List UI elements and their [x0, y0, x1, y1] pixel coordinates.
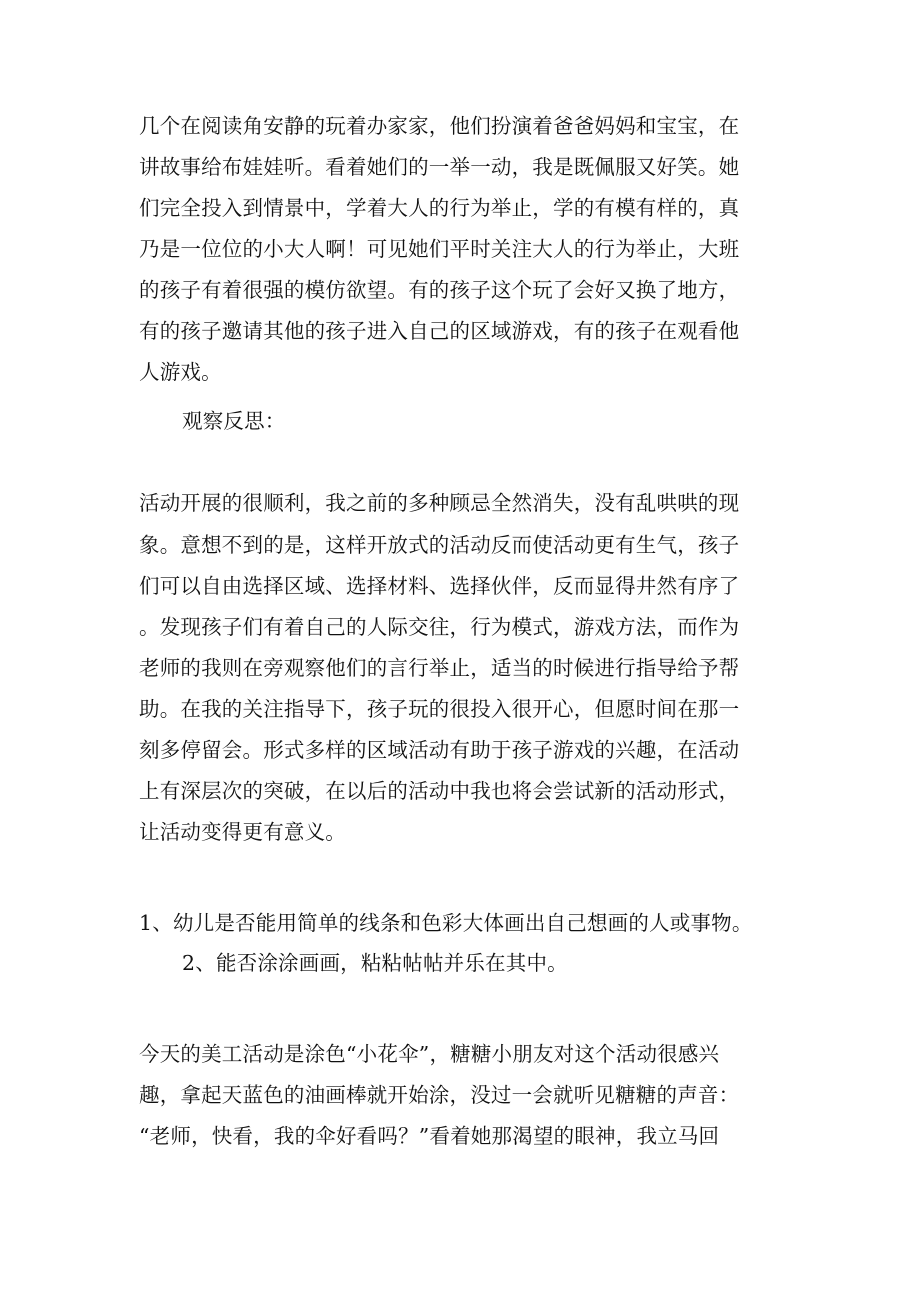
- text-line: 们可以自由选择区域、选择材料、选择伙伴，反而显得井然有序了: [139, 574, 740, 598]
- text-line: 活动开展的很顺利，我之前的多种顾忌全然消失，没有乱哄哄的现: [139, 491, 740, 515]
- text-line: “老师，快看，我的伞好看吗？”看着她那渴望的眼神，我立马回: [139, 1124, 720, 1148]
- text-line: 今天的美工活动是涂色“小花伞”，糖糖小朋友对这个活动很感兴: [139, 1042, 720, 1066]
- goal-item-1: 1、幼儿是否能用简单的线条和色彩大体画出自己想画的人或事物。: [139, 911, 753, 935]
- text-line: 人游戏。: [139, 360, 222, 384]
- section-heading-reflection: 观察反思：: [182, 409, 286, 433]
- text-line: 上有深层次的突破，在以后的活动中我也将会尝试新的活动形式，: [139, 779, 740, 803]
- text-line: 刻多停留会。形式多样的区域活动有助于孩子游戏的兴趣，在活动: [139, 738, 740, 762]
- text-line: 讲故事给布娃娃听。看着她们的一举一动，我是既佩服又好笑。她: [139, 155, 740, 179]
- text-line: 有的孩子邀请其他的孩子进入自己的区域游戏，有的孩子在观看他: [139, 319, 740, 343]
- text-line: 助。在我的关注指导下，孩子玩的很投入很开心，但愿时间在那一: [139, 697, 740, 721]
- text-line: 们完全投入到情景中，学着大人的行为举止，学的有模有样的，真: [139, 196, 740, 220]
- text-line: 。发现孩子们有着自己的人际交往，行为模式，游戏方法，而作为: [139, 615, 740, 639]
- text-line: 象。意想不到的是，这样开放式的活动反而使活动更有生气，孩子: [139, 533, 740, 557]
- text-line: 几个在阅读角安静的玩着办家家，他们扮演着爸爸妈妈和宝宝，在: [139, 114, 740, 138]
- text-line: 趣，拿起天蓝色的油画棒就开始涂，没过一会就听见糖糖的声音：: [139, 1083, 740, 1107]
- text-line: 让活动变得更有意义。: [139, 820, 346, 844]
- text-line: 老师的我则在旁观察他们的言行举止，适当的时候进行指导给予帮: [139, 656, 740, 680]
- goal-item-2: 2、能否涂涂画画，粘粘帖帖并乐在其中。: [182, 951, 568, 975]
- text-line: 的孩子有着很强的模仿欲望。有的孩子这个玩了会好又换了地方，: [139, 278, 740, 302]
- text-line: 乃是一位位的小大人啊！可见她们平时关注大人的行为举止，大班: [139, 237, 740, 261]
